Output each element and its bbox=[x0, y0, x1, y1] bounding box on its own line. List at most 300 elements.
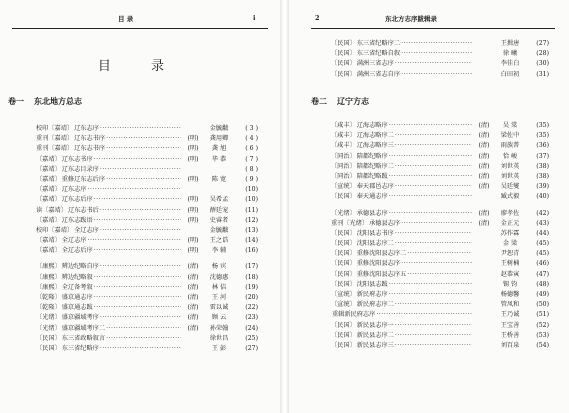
toc-entry-author: 王 河 bbox=[211, 294, 227, 301]
left-page-number: i bbox=[253, 14, 256, 22]
toc-entry bbox=[331, 69, 549, 79]
toc-entry-title: 沈阳县志序二 bbox=[356, 240, 394, 248]
right-header-rule bbox=[311, 28, 555, 29]
toc-entry bbox=[331, 48, 549, 58]
toc-entry-author: 王揖唐 bbox=[500, 40, 520, 47]
toc-entry-page: ( 9 ) bbox=[245, 175, 258, 183]
toc-entry-page: (51) bbox=[536, 311, 549, 319]
toc-entry bbox=[36, 205, 258, 215]
toc-entry bbox=[36, 235, 258, 245]
toc-entry-leader bbox=[106, 135, 181, 142]
toc-entry-title: 盛京疆域考序 bbox=[61, 314, 99, 322]
toc-entry-author: 王乃诚 bbox=[500, 311, 520, 319]
toc-entry-edition-tag: 〔同治〕 bbox=[331, 162, 356, 170]
toc-entry-leader bbox=[395, 301, 472, 308]
toc-entry-leader bbox=[94, 294, 181, 301]
toc-entry-leader bbox=[395, 163, 472, 170]
toc-entry-author: 金正元 bbox=[500, 219, 520, 227]
toc-entry bbox=[36, 282, 258, 292]
toc-entry-leader bbox=[389, 210, 472, 217]
toc-entry bbox=[331, 309, 549, 319]
toc-entry bbox=[331, 289, 549, 299]
section-title: 东北地方总志 bbox=[34, 96, 82, 106]
toc-entry-page: (10) bbox=[245, 186, 258, 194]
toc-entry-author: 史睿者 bbox=[209, 216, 229, 224]
toc-entry-title: 满洲三省志序 bbox=[356, 60, 394, 68]
toc-entry bbox=[331, 299, 549, 309]
toc-entry bbox=[331, 161, 549, 171]
toc-entry-page: (53) bbox=[536, 331, 549, 339]
toc-entry-dynasty: (明) bbox=[187, 155, 199, 163]
toc-entry-page: (45) bbox=[536, 240, 549, 248]
toc-entry-author: 金毓黻 bbox=[209, 125, 229, 132]
toc-entry-author: 王桥善 bbox=[500, 331, 520, 339]
toc-entry-leader bbox=[100, 207, 181, 214]
toc-entry-page: (22) bbox=[245, 304, 258, 312]
toc-entry-title: 东三省纪略自叙 bbox=[356, 50, 401, 58]
toc-entry-author: 孙荣翰 bbox=[209, 324, 229, 332]
toc-entry-author: 吴希孟 bbox=[209, 196, 229, 204]
toc-entry-edition-tag: 〔民国〕 bbox=[331, 321, 356, 329]
book-gutter bbox=[280, 0, 289, 413]
toc-entry-leader bbox=[395, 183, 472, 190]
toc-entry-dynasty: (明) bbox=[187, 206, 199, 214]
toc-entry-author: 薛廷宠 bbox=[209, 206, 229, 214]
toc-entry-dynasty: (清) bbox=[187, 294, 199, 301]
toc-entry bbox=[36, 225, 258, 235]
left-header-rule bbox=[12, 28, 268, 29]
toc-entry-dynasty: (清) bbox=[187, 314, 199, 322]
toc-entry-edition-tag: 〔乾隆〕 bbox=[36, 304, 61, 312]
toc-entry-title: 陪都纪略跋 bbox=[356, 172, 388, 180]
right-running-head: 东北方志序跋辑录 bbox=[385, 15, 437, 23]
toc-entry-leader bbox=[106, 145, 181, 152]
toc-entry-dynasty: (清) bbox=[478, 142, 490, 150]
toc-entry-title: 全辽志序 bbox=[74, 226, 99, 234]
toc-entry-page: (46) bbox=[536, 260, 549, 268]
toc-entry-author: 林 佶 bbox=[211, 283, 227, 291]
toc-entry-title: 辽东志跋语 bbox=[61, 216, 93, 224]
toc-entry bbox=[36, 184, 258, 194]
toc-entry-author: 苏作霖 bbox=[500, 229, 520, 237]
toc-entry-author: 雷以诚 bbox=[209, 304, 229, 312]
toc-entry-dynasty: (清) bbox=[187, 324, 199, 332]
toc-entry-leader bbox=[407, 271, 472, 278]
toc-entry-page: (14) bbox=[245, 237, 258, 245]
toc-entry-author: 金毓黻 bbox=[209, 226, 229, 234]
toc-entry-title: 奉天郡邑志序 bbox=[356, 183, 394, 191]
toc-entry-author: 王之诰 bbox=[209, 237, 229, 245]
toc-entry-title: 新民县志序一 bbox=[356, 321, 394, 329]
toc-entry-page: (47) bbox=[536, 270, 549, 278]
toc-entry-page: ( 8 ) bbox=[245, 165, 258, 173]
toc-entry bbox=[331, 208, 549, 218]
toc-entry-title: 盛京疆域考序二 bbox=[61, 324, 106, 332]
toc-entry-edition-tag: 〔民国〕 bbox=[331, 193, 356, 201]
toc-entry-edition-tag: 重刊〔嘉靖〕 bbox=[36, 145, 74, 153]
toc-entry-author: 吴 棠 bbox=[502, 122, 518, 129]
toc-entry-page: (35) bbox=[536, 132, 549, 140]
toc-entry-leader bbox=[401, 71, 472, 78]
toc-entry-title: 全辽志序 bbox=[61, 237, 87, 245]
toc-entry-dynasty: (清) bbox=[187, 283, 199, 291]
toc-entry-page: (24) bbox=[245, 324, 258, 332]
toc-entry-author: 徐世昌 bbox=[209, 334, 229, 342]
toc-entry-title: 重辑新民府志序 bbox=[332, 311, 376, 319]
toc-entry-page: (30) bbox=[536, 60, 549, 68]
section-heading-vol2 bbox=[311, 96, 379, 107]
toc-entry-author: 李佳白 bbox=[500, 60, 520, 68]
right-page-number: 2 bbox=[315, 14, 320, 22]
toc-entry-title: 盛京通志跋 bbox=[61, 304, 93, 312]
toc-entry-title: 沈阳县志书序 bbox=[356, 229, 394, 237]
toc-entry-page: (39) bbox=[536, 183, 549, 191]
toc-entry-dynasty: (清) bbox=[187, 263, 199, 271]
toc-entry-title: 新民县志序二 bbox=[356, 331, 394, 339]
toc-entry-edition-tag: 〔民国〕 bbox=[331, 70, 356, 78]
toc-entry-title: 辽东志书序 bbox=[61, 155, 93, 163]
toc-entry-leader bbox=[100, 227, 181, 234]
toc-entry-author: 赵恭寅 bbox=[500, 270, 520, 278]
toc-entry-page: ( 3 ) bbox=[245, 125, 258, 132]
toc-entry bbox=[331, 320, 549, 330]
toc-entry-page: (48) bbox=[536, 280, 549, 288]
toc-entry bbox=[36, 143, 258, 153]
toc-entry bbox=[36, 333, 258, 343]
toc-entry-author: 杨 宾 bbox=[211, 263, 227, 271]
toc-entry bbox=[331, 258, 549, 268]
toc-entry bbox=[331, 248, 549, 258]
toc-entry-title: 辽海志略序三 bbox=[356, 142, 394, 150]
toc-entry-page: (13) bbox=[245, 226, 258, 234]
toc-entry-author: 刘百泉 bbox=[500, 341, 520, 349]
toc-entry-edition-tag: 〔民国〕 bbox=[331, 60, 356, 68]
toc-entry-leader bbox=[389, 291, 472, 298]
toc-entry-title: 重修沈阳县志序二 bbox=[356, 250, 407, 258]
toc-entry-title: 承德县志序 bbox=[356, 209, 388, 217]
toc-entry-title: 奉天通志序 bbox=[356, 193, 388, 201]
toc-entry-leader bbox=[94, 217, 181, 224]
toc-entry bbox=[36, 343, 258, 353]
toc-entry-edition-tag: 〔光绪〕 bbox=[36, 324, 61, 332]
toc-entry-edition-tag: 〔民国〕 bbox=[331, 280, 356, 288]
section-label: 卷二 bbox=[311, 96, 327, 106]
toc-entry-dynasty: (明) bbox=[187, 175, 199, 183]
toc-list-right-top bbox=[331, 38, 549, 79]
toc-entry-leader bbox=[94, 247, 181, 254]
toc-entry-dynasty: (清) bbox=[478, 172, 490, 180]
toc-entry-edition-tag: 〔咸丰〕 bbox=[331, 142, 356, 150]
toc-entry-leader bbox=[376, 311, 472, 318]
toc-entry-dynasty: (清) bbox=[478, 219, 490, 227]
toc-entry-page: (36) bbox=[536, 142, 549, 150]
toc-entry-leader bbox=[94, 196, 181, 203]
toc-entry-edition-tag: 校印〔嘉靖〕 bbox=[36, 125, 74, 132]
toc-entry bbox=[36, 245, 258, 255]
toc-entry-edition-tag: 〔康熙〕 bbox=[36, 273, 61, 281]
toc-entry-leader bbox=[407, 250, 472, 257]
toc-entry-dynasty: (明) bbox=[187, 216, 199, 224]
toc-entry-edition-tag: 〔嘉靖〕 bbox=[36, 216, 61, 224]
toc-entry-leader bbox=[106, 325, 181, 332]
toc-entry-title: 东三省纪略序二 bbox=[356, 40, 401, 47]
toc-entry-edition-tag: 〔民国〕 bbox=[331, 331, 356, 339]
toc-entry-edition-tag: 〔嘉靖〕 bbox=[36, 155, 61, 163]
toc-entry-dynasty: (明) bbox=[187, 145, 199, 153]
toc-entry-dynasty: (清) bbox=[478, 209, 490, 217]
toc-entry-edition-tag: 〔嘉靖〕 bbox=[36, 196, 61, 204]
toc-list-right bbox=[331, 120, 549, 350]
toc-entry-page: (38) bbox=[536, 162, 549, 170]
toc-entry-page: (25) bbox=[245, 334, 258, 342]
toc-entry-leader bbox=[100, 125, 181, 132]
toc-entry-page: (28) bbox=[536, 50, 549, 58]
toc-entry-edition-tag: 〔嘉靖〕 bbox=[36, 237, 61, 245]
toc-entry-page: (50) bbox=[536, 301, 549, 309]
toc-entry bbox=[331, 120, 549, 130]
toc-entry bbox=[36, 194, 258, 204]
toc-entry bbox=[36, 215, 258, 225]
toc-entry-page: (27) bbox=[245, 344, 258, 352]
toc-entry-leader bbox=[389, 281, 472, 288]
toc-entry-edition-tag: 〔民国〕 bbox=[331, 270, 356, 278]
toc-entry-edition-tag: 〔光绪〕 bbox=[36, 314, 61, 322]
toc-entry-title: 新民县志序三 bbox=[356, 341, 394, 349]
toc-entry-page: (54) bbox=[536, 341, 549, 349]
toc-entry-leader bbox=[395, 230, 472, 237]
toc-entry-title: 东三省政略叙言 bbox=[61, 334, 106, 342]
toc-entry-leader bbox=[100, 314, 181, 321]
toc-entry-dynasty: (明) bbox=[187, 237, 199, 245]
toc-entry-title: 新民府志序二 bbox=[356, 301, 394, 309]
toc-entry-title: 辨边纪略自序 bbox=[61, 263, 99, 271]
toc-entry-dynasty: (明) bbox=[187, 247, 199, 255]
toc-entry-page: (37) bbox=[536, 152, 549, 160]
toc-entry-leader bbox=[100, 263, 181, 270]
toc-entry bbox=[331, 58, 549, 68]
toc-entry-title: 盛京通志序 bbox=[61, 294, 93, 301]
toc-entry-title: 陪都纪略序二 bbox=[356, 162, 394, 170]
toc-entry-edition-tag: 〔光绪〕 bbox=[331, 209, 356, 217]
toc-entry-leader bbox=[94, 304, 181, 311]
toc-entry-leader bbox=[389, 153, 472, 160]
toc-entry bbox=[331, 218, 549, 228]
toc-entry-edition-tag: 〔民国〕 bbox=[331, 260, 356, 268]
toc-entry-page: (31) bbox=[536, 70, 549, 78]
toc-entry-page: (16) bbox=[245, 247, 258, 255]
toc-entry-author: 恰 峻 bbox=[502, 152, 518, 160]
toc-entry-author: 王宝善 bbox=[500, 321, 520, 329]
toc-entry-author: 管凤和 bbox=[500, 301, 520, 309]
toc-entry bbox=[36, 312, 258, 322]
toc-entry-leader bbox=[389, 173, 472, 180]
toc-entry bbox=[331, 269, 549, 279]
toc-entry-edition-tag: 〔民国〕 bbox=[331, 40, 356, 47]
toc-entry-page: (49) bbox=[536, 291, 549, 298]
toc-entry-leader bbox=[100, 345, 181, 352]
toc-entry-edition-tag: 〔咸丰〕 bbox=[331, 122, 356, 129]
toc-entry-author: 沈德惠 bbox=[209, 273, 229, 281]
toc-entry-dynasty: (明) bbox=[187, 135, 199, 143]
toc-entry-leader bbox=[88, 186, 182, 193]
toc-entry-leader bbox=[88, 237, 182, 244]
toc-entry-title: 辽海志略序二 bbox=[356, 132, 394, 140]
toc-entry-page: (10) bbox=[245, 196, 258, 204]
toc-entry-edition-tag: 〔同治〕 bbox=[331, 152, 356, 160]
toc-entry-title: 辽东志目录序 bbox=[61, 165, 99, 173]
toc-entry bbox=[331, 151, 549, 161]
toc-entry-page: (23) bbox=[245, 314, 258, 322]
toc-entry-title: 辽东志序 bbox=[74, 125, 99, 132]
toc-entry-dynasty: (清) bbox=[187, 304, 199, 312]
toc-entry-page: (45) bbox=[536, 250, 549, 258]
toc-entry-leader bbox=[389, 122, 472, 129]
toc-entry-title: 辽东志书序 bbox=[74, 135, 106, 143]
toc-entry-author: 白田初 bbox=[500, 70, 520, 78]
toc-entry-author: 王树楠 bbox=[500, 260, 520, 268]
toc-entry-dynasty: (清) bbox=[478, 132, 490, 140]
toc-entry-page: (27) bbox=[536, 40, 549, 47]
toc-entry-author: 吴廷燮 bbox=[500, 183, 520, 191]
toc-entry-title: 新民府志序 bbox=[356, 291, 388, 298]
toc-entry-leader bbox=[401, 260, 472, 267]
toc-entry-edition-tag: 〔民国〕 bbox=[331, 229, 356, 237]
toc-entry-leader bbox=[401, 40, 472, 47]
toc-entry-page: (19) bbox=[245, 283, 258, 291]
toc-entry-author: 龚用卿 bbox=[209, 135, 229, 143]
right-page bbox=[289, 0, 569, 413]
left-running-head: 目 录 bbox=[118, 15, 134, 23]
section-title: 辽宁方志 bbox=[337, 96, 369, 106]
toc-entry-page: (44) bbox=[536, 229, 549, 237]
toc-entry-edition-tag: 〔嘉靖〕 bbox=[36, 247, 61, 255]
toc-entry-title: 东三省纪略序 bbox=[61, 344, 99, 352]
toc-entry-edition-tag: 〔民国〕 bbox=[331, 50, 356, 58]
toc-entry bbox=[36, 154, 258, 164]
toc-entry-page: (12) bbox=[245, 216, 258, 224]
toc-entry-page: ( 4 ) bbox=[245, 135, 258, 143]
toc-entry bbox=[331, 181, 549, 191]
page-title: 目 录 bbox=[97, 59, 183, 74]
toc-entry bbox=[331, 238, 549, 248]
toc-entry-leader bbox=[395, 342, 472, 349]
section-heading-vol1 bbox=[8, 96, 92, 107]
toc-entry-title: 沈阳县志跋 bbox=[356, 280, 388, 288]
toc-entry-title: 陪都纪略序 bbox=[356, 152, 388, 160]
toc-entry-edition-tag: 〔民国〕 bbox=[36, 344, 61, 352]
toc-entry-leader bbox=[395, 322, 472, 329]
toc-entry-title: 辽海志略序 bbox=[356, 122, 388, 129]
toc-entry-page: (52) bbox=[536, 321, 549, 329]
toc-entry bbox=[331, 140, 549, 150]
toc-entry-author: 刘世英 bbox=[500, 162, 520, 170]
toc-entry-author: 李 辅 bbox=[211, 247, 227, 255]
toc-entry bbox=[331, 38, 549, 48]
toc-entry bbox=[331, 191, 549, 201]
toc-entry-dynasty: (清) bbox=[478, 162, 490, 170]
toc-entry-author: 龚 旭 bbox=[211, 145, 227, 153]
toc-entry-author: 锡 钧 bbox=[502, 280, 518, 288]
left-page bbox=[0, 0, 280, 413]
toc-entry-author: 顾 云 bbox=[211, 314, 227, 322]
toc-entry bbox=[331, 340, 549, 350]
toc-entry-author: 杨德馨 bbox=[500, 291, 520, 298]
toc-entry bbox=[331, 130, 549, 140]
toc-entry-leader bbox=[106, 335, 181, 342]
toc-entry bbox=[36, 261, 258, 271]
toc-entry-author: 陈 宽 bbox=[211, 175, 227, 183]
toc-entry-edition-tag: 〔乾隆〕 bbox=[36, 294, 61, 301]
toc-entry-page: ( 6 ) bbox=[245, 145, 258, 153]
toc-entry-edition-tag: 校印〔嘉靖〕 bbox=[36, 226, 74, 234]
toc-entry-leader bbox=[94, 284, 181, 291]
toc-entry-author: 廖孝佐 bbox=[500, 209, 520, 217]
toc-entry-leader bbox=[395, 332, 472, 339]
toc-entry-title: 辽东志后序 bbox=[61, 196, 93, 204]
toc-entry-edition-tag: 〔宣统〕 bbox=[331, 183, 356, 191]
section-label: 卷一 bbox=[8, 96, 24, 106]
toc-entry bbox=[331, 228, 549, 238]
toc-entry bbox=[36, 174, 258, 184]
toc-entry-leader bbox=[100, 166, 181, 173]
toc-entry bbox=[331, 279, 549, 289]
toc-entry-author: 梁佐中 bbox=[500, 132, 520, 140]
toc-entry-author: 金 梁 bbox=[502, 240, 518, 248]
toc-entry-edition-tag: 〔同治〕 bbox=[331, 172, 356, 180]
toc-entry-edition-tag: 〔嘉靖〕 bbox=[36, 186, 61, 194]
toc-entry-leader bbox=[389, 193, 472, 200]
toc-entry bbox=[36, 292, 258, 302]
toc-entry-edition-tag: 〔民国〕 bbox=[331, 341, 356, 349]
toc-entry-title: 承德县志序 bbox=[369, 219, 401, 227]
toc-entry-leader bbox=[94, 156, 181, 163]
toc-entry bbox=[36, 272, 258, 282]
toc-entry-leader bbox=[395, 142, 472, 149]
toc-entry-page: ( 7 ) bbox=[245, 155, 258, 163]
toc-entry-title: 重修辽东志后序 bbox=[61, 175, 106, 183]
toc-entry-author: 徐 曦 bbox=[502, 50, 518, 58]
toc-entry bbox=[331, 171, 549, 181]
toc-entry-page: (11) bbox=[245, 206, 258, 214]
toc-entry bbox=[36, 164, 258, 174]
toc-entry-page: (42) bbox=[536, 209, 549, 217]
toc-entry-author: 刘世英 bbox=[500, 172, 520, 180]
toc-entry-edition-tag: 重刊〔光绪〕 bbox=[331, 219, 369, 227]
toc-entry-edition-tag: 〔嘉靖〕 bbox=[36, 175, 61, 183]
toc-entry bbox=[36, 123, 258, 133]
toc-entry bbox=[36, 323, 258, 333]
toc-entry-edition-tag: 〔康熙〕 bbox=[36, 283, 61, 291]
toc-entry-page: (18) bbox=[245, 273, 258, 281]
toc-entry-edition-tag: 读〔嘉靖〕 bbox=[36, 206, 67, 214]
toc-entry-edition-tag: 〔康熙〕 bbox=[36, 263, 61, 271]
toc-entry-title: 重修沈阳县志序 bbox=[356, 260, 401, 268]
toc-entry-edition-tag: 〔民国〕 bbox=[36, 334, 61, 342]
toc-entry-edition-tag: 〔民国〕 bbox=[331, 240, 356, 248]
toc-entry-edition-tag: 〔宣统〕 bbox=[331, 301, 356, 309]
toc-entry bbox=[331, 330, 549, 340]
toc-entry-leader bbox=[395, 240, 472, 247]
toc-entry-page: (20) bbox=[245, 294, 258, 301]
toc-entry bbox=[36, 302, 258, 312]
toc-entry-leader bbox=[401, 50, 472, 57]
toc-entry-page: (17) bbox=[245, 263, 258, 271]
toc-entry-author: 王 彭 bbox=[211, 344, 227, 352]
toc-entry-title: 辽东志书序 bbox=[74, 145, 106, 153]
toc-entry-edition-tag: 重刊〔嘉靖〕 bbox=[36, 135, 74, 143]
toc-entry-author: 雨族普 bbox=[500, 142, 520, 150]
toc-entry-page: (40) bbox=[536, 193, 549, 201]
